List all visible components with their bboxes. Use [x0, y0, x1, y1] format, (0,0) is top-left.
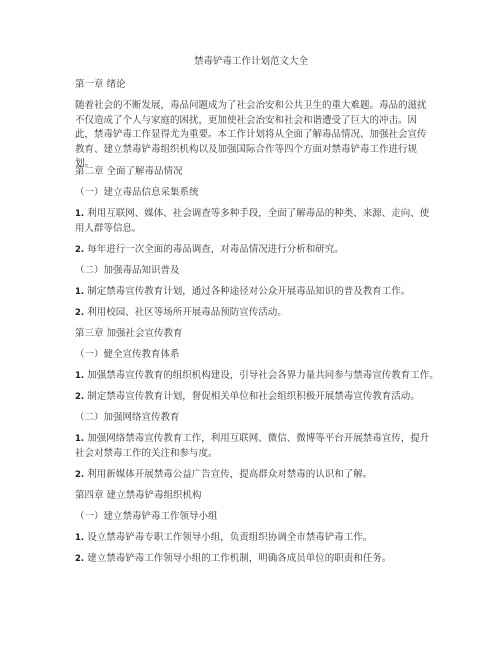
item-text: 利用新媒体开展禁毒公益广告宣传，提高群众对禁毒的认识和了解。 — [87, 469, 373, 480]
item-number: 1. — [75, 287, 85, 297]
item-number: 1. — [75, 209, 85, 219]
item-text: 建立禁毒铲毒工作领导小组的工作机制，明确各成员单位的职责和任务。 — [87, 553, 392, 564]
chapter-4-heading: 第四章 建立禁毒铲毒组织机构 — [75, 490, 202, 501]
list-item — [75, 552, 435, 566]
list-item — [75, 285, 435, 299]
chapter-3-section-1: （一）健全宣传教育体系 — [75, 349, 180, 360]
item-text: 加强禁毒宣传教育的组织机构建设，引导社会各界力量共同参与禁毒宣传教育工作。 — [87, 370, 439, 381]
chapter-2-heading: 第二章 全面了解毒品情况 — [75, 166, 183, 177]
item-text: 每年进行一次全面的毒品调查，对毒品情况进行分析和研究。 — [87, 244, 344, 255]
chapter-3-section-2: （二）加强网络宣传教育 — [75, 412, 180, 423]
item-text: 利用互联网、媒体、社会调查等多种手段，全面了解毒品的种类、来源、走向、使用人群等信息。 — [75, 208, 430, 234]
list-item — [75, 468, 435, 482]
item-number: 2. — [75, 245, 85, 255]
item-number: 1. — [75, 533, 85, 543]
item-text: 加强网络禁毒宣传教育工作，利用互联网、微信、微博等平台开展禁毒宣传，提升社会对禁毒工作的关注和参与度。 — [75, 433, 430, 459]
list-item — [75, 243, 435, 257]
chapter-3-heading: 第三章 加强社会宣传教育 — [75, 328, 183, 339]
list-item — [75, 306, 435, 320]
chapter-2-section-1: （一）建立毒品信息采集系统 — [75, 187, 199, 198]
item-number: 2. — [75, 554, 85, 564]
chapter-1-heading: 第一章 绪论 — [75, 79, 126, 90]
list-item — [75, 432, 435, 461]
item-number: 2. — [75, 308, 85, 318]
item-number: 1. — [75, 371, 85, 381]
list-item — [75, 390, 435, 404]
list-item — [75, 369, 439, 383]
item-number: 2. — [75, 470, 85, 480]
document-title: 禁毒铲毒工作计划范文大全 — [193, 56, 308, 67]
list-item — [75, 207, 435, 236]
item-text: 制定禁毒宣传教育计划，通过各种途径对公众开展毒品知识的普及教育工作。 — [87, 286, 411, 297]
list-item — [75, 531, 435, 545]
item-text: 设立禁毒铲毒专职工作领导小组，负责组织协调全市禁毒铲毒工作。 — [87, 532, 373, 543]
item-number: 1. — [75, 434, 85, 444]
chapter-2-section-2: （二）加强毒品知识普及 — [75, 265, 180, 276]
item-number: 2. — [75, 392, 85, 402]
item-text: 利用校园、社区等场所开展毒品预防宣传活动。 — [87, 307, 287, 318]
item-text: 制定禁毒宣传教育计划，督促相关单位和社会组织积极开展禁毒宣传教育活动。 — [87, 391, 420, 402]
chapter-1-paragraph: 随着社会的不断发展，毒品问题成为了社会治安和公共卫生的重大难题。毒品的滋扰不仅造成了个人与家庭的困扰，更加使社会治安和社会和谐遭受了巨大的冲击。因此，禁毒铲毒工作显得尤为重要。本工作计划将从全面了解毒品情况、加强社会宣传教育、建立禁毒铲毒组织机构以及加强国际合作等四个方面对禁毒铲毒工作进行规划。 — [75, 100, 427, 169]
chapter-4-section-1: （一）建立禁毒铲毒工作领导小组 — [75, 511, 218, 522]
